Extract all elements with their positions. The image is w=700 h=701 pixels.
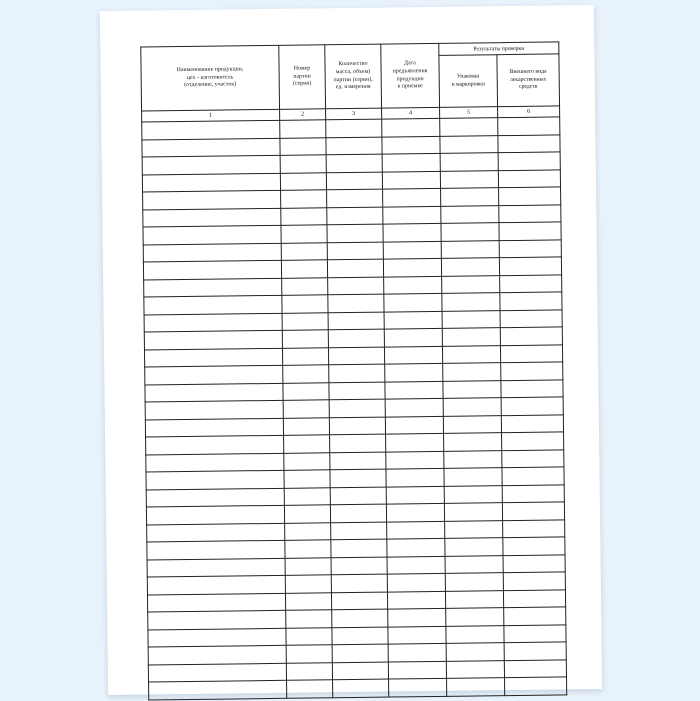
table-cell[interactable]	[382, 171, 440, 189]
table-cell[interactable]	[385, 416, 443, 434]
table-cell[interactable]	[500, 327, 562, 345]
table-area	[140, 41, 565, 658]
table-cell[interactable]	[286, 645, 332, 663]
table-cell[interactable]	[282, 347, 328, 365]
table-cell[interactable]	[330, 487, 386, 505]
table-cell[interactable]	[285, 592, 331, 610]
table-cell[interactable]	[142, 155, 280, 174]
table-cell[interactable]	[146, 453, 284, 472]
column-number-1: 1	[142, 109, 280, 122]
table-cell[interactable]	[445, 555, 503, 573]
table-cell[interactable]	[445, 538, 503, 556]
table-cell[interactable]	[287, 680, 333, 698]
table-cell[interactable]	[499, 222, 561, 240]
table-cell[interactable]	[332, 627, 388, 645]
table-cell[interactable]	[504, 607, 566, 625]
table-cell[interactable]	[502, 502, 564, 520]
table-cell[interactable]	[442, 310, 500, 328]
table-cell[interactable]	[147, 558, 285, 577]
table-cell[interactable]	[145, 365, 283, 384]
table-cell[interactable]	[440, 153, 498, 171]
table-cell[interactable]	[503, 554, 565, 572]
table-cell[interactable]	[331, 557, 387, 575]
table-cell[interactable]	[445, 590, 503, 608]
table-cell[interactable]	[441, 258, 499, 276]
table-cell[interactable]	[498, 134, 560, 152]
table-cell[interactable]	[388, 643, 446, 661]
table-cell[interactable]	[145, 383, 283, 402]
table-cell[interactable]	[446, 625, 504, 643]
table-cell[interactable]	[382, 136, 440, 154]
table-cell[interactable]	[383, 258, 441, 276]
table-cell[interactable]	[286, 662, 332, 680]
table-cell[interactable]	[444, 485, 502, 503]
table-cell[interactable]	[146, 505, 284, 524]
paper-sheet	[100, 5, 602, 695]
table-cell[interactable]	[504, 659, 566, 677]
table-cell[interactable]	[445, 573, 503, 591]
table-cell[interactable]	[327, 207, 383, 225]
table-cell[interactable]	[281, 190, 327, 208]
table-cell[interactable]	[146, 470, 284, 489]
table-cell[interactable]	[329, 382, 385, 400]
table-cell[interactable]	[499, 187, 561, 205]
table-cell[interactable]	[281, 242, 327, 260]
table-cell[interactable]	[384, 311, 442, 329]
table-cell[interactable]	[442, 328, 500, 346]
table-body	[142, 117, 567, 700]
table-cell[interactable]	[386, 451, 444, 469]
table-cell[interactable]	[446, 643, 504, 661]
table-cell[interactable]	[280, 172, 326, 190]
table-cell[interactable]	[503, 537, 565, 555]
table-cell[interactable]	[501, 397, 563, 415]
table-cell[interactable]	[282, 295, 328, 313]
table-cell[interactable]	[502, 467, 564, 485]
table-cell[interactable]	[499, 257, 561, 275]
table-cell[interactable]	[142, 138, 280, 157]
table-cell[interactable]	[444, 503, 502, 521]
table-cell[interactable]	[283, 400, 329, 418]
table-cell[interactable]	[280, 120, 326, 138]
table-cell[interactable]	[144, 278, 282, 297]
table-cell[interactable]	[441, 205, 499, 223]
table-cell[interactable]	[444, 433, 502, 451]
table-cell[interactable]	[503, 589, 565, 607]
column-header-3: Количество масса, объем) партии (серии), ед. измерения	[325, 44, 382, 109]
table-cell[interactable]	[384, 346, 442, 364]
table-cell[interactable]	[440, 170, 498, 188]
table-cell[interactable]	[505, 677, 567, 695]
table-cell[interactable]	[500, 292, 562, 310]
table-cell[interactable]	[329, 364, 385, 382]
column-number-4: 4	[382, 107, 440, 119]
table-cell[interactable]	[443, 380, 501, 398]
table-cell[interactable]	[145, 400, 283, 419]
table-cell[interactable]	[387, 573, 445, 591]
table-cell[interactable]	[442, 345, 500, 363]
table-cell[interactable]	[326, 137, 382, 155]
table-cell[interactable]	[501, 362, 563, 380]
table-cell[interactable]	[387, 556, 445, 574]
table-cell[interactable]	[328, 347, 384, 365]
table-cell[interactable]	[384, 293, 442, 311]
table-cell[interactable]	[330, 504, 386, 522]
table-cell[interactable]	[144, 313, 282, 332]
table-cell[interactable]	[387, 538, 445, 556]
table-cell[interactable]	[143, 225, 281, 244]
table-cell[interactable]	[148, 663, 286, 682]
table-cell[interactable]	[446, 608, 504, 626]
table-cell[interactable]	[326, 119, 382, 137]
table-cell[interactable]	[386, 503, 444, 521]
table-cell[interactable]	[144, 348, 282, 367]
table-cell[interactable]	[500, 344, 562, 362]
table-cell[interactable]	[147, 593, 285, 612]
table-cell[interactable]	[385, 381, 443, 399]
column-header-2: Номер партии (серии)	[279, 45, 326, 110]
table-cell[interactable]	[284, 487, 330, 505]
table-cell[interactable]	[146, 435, 284, 454]
table-cell[interactable]	[498, 117, 560, 135]
table-cell[interactable]	[283, 382, 329, 400]
table-cell[interactable]	[386, 468, 444, 486]
journal-table	[140, 41, 567, 700]
table-cell[interactable]	[385, 398, 443, 416]
column-header-6: Внешнего вида лекарственных средств	[497, 54, 560, 107]
table-cell[interactable]	[387, 521, 445, 539]
table-cell[interactable]	[333, 679, 389, 697]
table-cell[interactable]	[501, 379, 563, 397]
table-cell[interactable]	[441, 188, 499, 206]
table-cell[interactable]	[284, 435, 330, 453]
table-cell[interactable]	[441, 223, 499, 241]
table-cell[interactable]	[332, 609, 388, 627]
table-cell[interactable]	[284, 505, 330, 523]
table-cell[interactable]	[328, 277, 384, 295]
table-cell[interactable]	[330, 434, 386, 452]
table-cell[interactable]	[445, 520, 503, 538]
table-row[interactable]	[149, 677, 567, 700]
table-cell[interactable]	[142, 120, 280, 139]
column-header-4: Дата предъявления продукции к приемке	[381, 43, 440, 108]
table-cell[interactable]	[504, 624, 566, 642]
column-header-5: Упакован и маркировки	[439, 55, 498, 108]
table-cell[interactable]	[148, 610, 286, 629]
table-cell[interactable]	[281, 207, 327, 225]
column-header-1: Наименование продукции, цех - изготовитель (отделение, участок)	[141, 45, 280, 111]
table-cell[interactable]	[383, 206, 441, 224]
table-cell[interactable]	[443, 398, 501, 416]
table-cell[interactable]	[331, 522, 387, 540]
table-cell[interactable]	[285, 540, 331, 558]
table-cell[interactable]	[143, 243, 281, 262]
table-cell[interactable]	[386, 433, 444, 451]
table-head	[141, 42, 560, 122]
column-number-5: 5	[440, 107, 498, 119]
table-cell[interactable]	[388, 626, 446, 644]
table-cell[interactable]	[503, 572, 565, 590]
table-cell[interactable]	[441, 240, 499, 258]
table-cell[interactable]	[440, 118, 498, 136]
table-cell[interactable]	[283, 417, 329, 435]
table-cell[interactable]	[145, 418, 283, 437]
table-cell[interactable]	[147, 575, 285, 594]
table-cell[interactable]	[500, 309, 562, 327]
table-cell[interactable]	[328, 312, 384, 330]
table-cell[interactable]	[446, 660, 504, 678]
table-cell[interactable]	[326, 154, 382, 172]
table-cell[interactable]	[385, 363, 443, 381]
table-cell[interactable]	[386, 486, 444, 504]
table-cell[interactable]	[331, 574, 387, 592]
table-cell[interactable]	[444, 450, 502, 468]
table-cell[interactable]	[284, 452, 330, 470]
table-cell[interactable]	[443, 363, 501, 381]
table-cell[interactable]	[330, 469, 386, 487]
table-cell[interactable]	[286, 627, 332, 645]
table-cell[interactable]	[499, 204, 561, 222]
table-cell[interactable]	[282, 277, 328, 295]
table-cell[interactable]	[280, 155, 326, 173]
table-cell[interactable]	[331, 539, 387, 557]
table-cell[interactable]	[143, 190, 281, 209]
table-cell[interactable]	[142, 173, 280, 192]
table-cell[interactable]	[284, 470, 330, 488]
table-cell[interactable]	[387, 591, 445, 609]
table-cell[interactable]	[285, 522, 331, 540]
table-cell[interactable]	[148, 628, 286, 647]
table-cell[interactable]	[447, 678, 505, 696]
table-cell[interactable]	[442, 293, 500, 311]
column-number-6: 6	[498, 106, 560, 118]
table-cell[interactable]	[502, 449, 564, 467]
table-cell[interactable]	[384, 328, 442, 346]
table-cell[interactable]	[281, 225, 327, 243]
table-cell[interactable]	[383, 241, 441, 259]
table-cell[interactable]	[282, 312, 328, 330]
table-cell[interactable]	[498, 169, 560, 187]
table-cell[interactable]	[282, 330, 328, 348]
table-cell[interactable]	[326, 172, 382, 190]
table-cell[interactable]	[329, 417, 385, 435]
table-cell[interactable]	[330, 452, 386, 470]
table-cell[interactable]	[384, 276, 442, 294]
table-cell[interactable]	[499, 239, 561, 257]
table-cell[interactable]	[146, 488, 284, 507]
table-cell[interactable]	[328, 329, 384, 347]
table-cell[interactable]	[147, 523, 285, 542]
table-cell[interactable]	[501, 414, 563, 432]
table-cell[interactable]	[383, 188, 441, 206]
table-cell[interactable]	[442, 275, 500, 293]
table-cell[interactable]	[285, 575, 331, 593]
column-number-3: 3	[326, 108, 382, 120]
table-cell[interactable]	[327, 189, 383, 207]
table-cell[interactable]	[144, 330, 282, 349]
group-header-inspection-results: Результаты проверки	[439, 42, 559, 55]
table-cell[interactable]	[143, 208, 281, 227]
table-cell[interactable]	[388, 608, 446, 626]
table-cell[interactable]	[389, 678, 447, 696]
table-cell[interactable]	[383, 223, 441, 241]
table-cell[interactable]	[327, 242, 383, 260]
table-cell[interactable]	[286, 610, 332, 628]
table-cell[interactable]	[329, 399, 385, 417]
table-cell[interactable]	[500, 274, 562, 292]
table-cell[interactable]	[332, 644, 388, 662]
table-cell[interactable]	[281, 260, 327, 278]
table-cell[interactable]	[147, 540, 285, 559]
table-cell[interactable]	[148, 645, 286, 664]
table-cell[interactable]	[388, 661, 446, 679]
table-cell[interactable]	[504, 642, 566, 660]
table-cell[interactable]	[382, 153, 440, 171]
table-cell[interactable]	[327, 259, 383, 277]
table-cell[interactable]	[283, 365, 329, 383]
table-cell[interactable]	[502, 432, 564, 450]
table-cell[interactable]	[332, 662, 388, 680]
table-cell[interactable]	[382, 118, 440, 136]
table-cell[interactable]	[444, 468, 502, 486]
column-number-2: 2	[280, 109, 326, 121]
table-cell[interactable]	[443, 415, 501, 433]
table-cell[interactable]	[280, 137, 326, 155]
table-cell[interactable]	[149, 680, 287, 699]
table-cell[interactable]	[502, 484, 564, 502]
table-cell[interactable]	[440, 135, 498, 153]
table-cell[interactable]	[285, 557, 331, 575]
table-cell[interactable]	[503, 519, 565, 537]
table-cell[interactable]	[327, 224, 383, 242]
table-cell[interactable]	[143, 260, 281, 279]
table-cell[interactable]	[331, 592, 387, 610]
table-cell[interactable]	[328, 294, 384, 312]
table-cell[interactable]	[144, 295, 282, 314]
table-cell[interactable]	[498, 152, 560, 170]
